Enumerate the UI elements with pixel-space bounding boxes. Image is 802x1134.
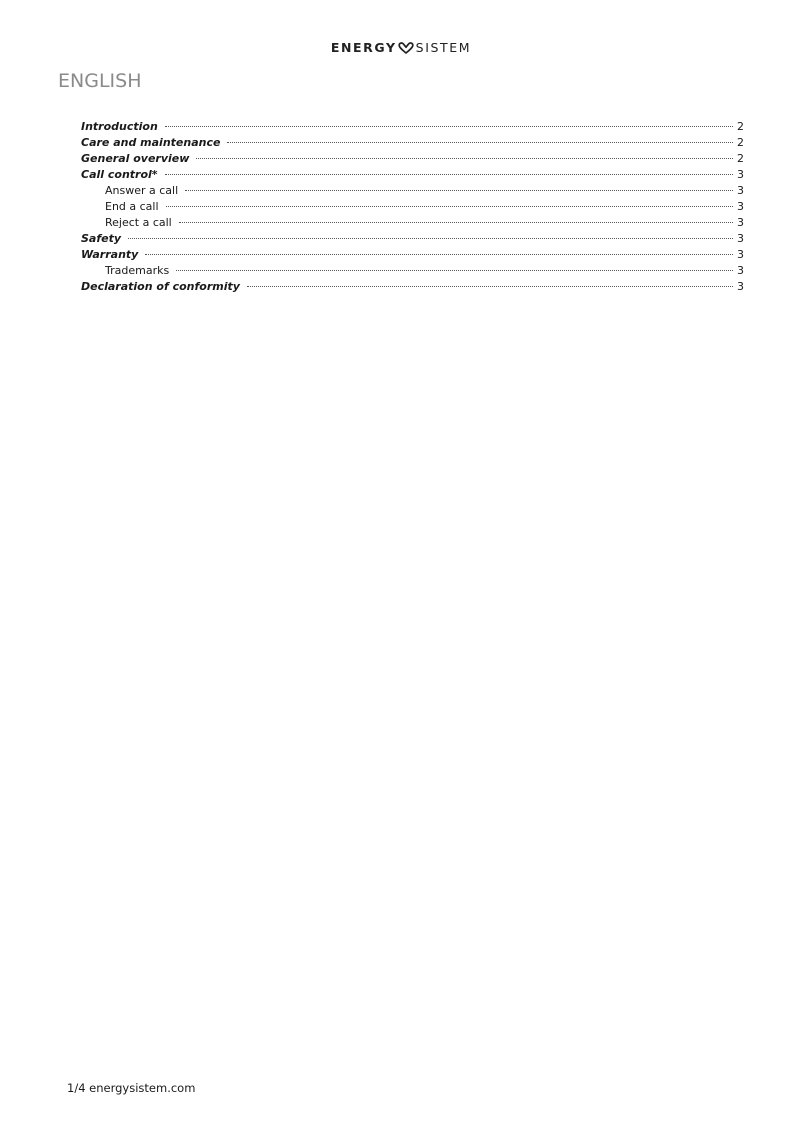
toc-entry-introduction[interactable] (81, 119, 744, 135)
heart-check-icon (398, 42, 414, 54)
toc-entry-trademarks[interactable] (81, 263, 744, 279)
toc-dot-leader (166, 206, 733, 207)
logo-text-energy: ENERGY (330, 40, 397, 55)
toc-dot-leader (165, 174, 733, 175)
toc-entry-title: Introduction (81, 120, 158, 133)
toc-dot-leader (128, 238, 733, 239)
toc-entry-page: 2 (737, 152, 744, 165)
toc-entry-title: Reject a call (105, 216, 172, 229)
toc-entry-page: 3 (737, 200, 744, 213)
toc-dot-leader (185, 190, 733, 191)
toc-entry-care-and-maintenance[interactable] (81, 135, 744, 151)
toc-entry-general-overview[interactable] (81, 151, 744, 167)
toc-dot-leader (145, 254, 733, 255)
toc-dot-leader (165, 126, 733, 127)
language-heading: ENGLISH (58, 70, 142, 92)
toc-dot-leader (179, 222, 733, 223)
toc-entry-title: Declaration of conformity (81, 280, 240, 293)
toc-entry-reject-a-call[interactable] (81, 215, 744, 231)
toc-entry-title: End a call (105, 200, 159, 213)
toc-entry-title: Warranty (81, 248, 139, 261)
toc-entry-page: 3 (737, 248, 744, 261)
toc-entry-safety[interactable] (81, 231, 744, 247)
toc-entry-end-a-call[interactable] (81, 199, 744, 215)
toc-entry-title: Safety (81, 232, 122, 245)
toc-entry-title: General overview (81, 152, 190, 165)
toc-entry-declaration-of-conformity[interactable] (81, 279, 744, 295)
toc-entry-title: Call control* (81, 168, 158, 181)
toc-entry-page: 3 (737, 168, 744, 181)
toc-entry-answer-a-call[interactable] (81, 183, 744, 199)
toc-entry-page: 3 (737, 264, 744, 277)
toc-entry-page: 3 (737, 232, 744, 245)
logo-text-sistem: SISTEM (415, 40, 472, 55)
toc-dot-leader (176, 270, 733, 271)
table-of-contents (81, 119, 744, 295)
toc-entry-title: Trademarks (105, 264, 170, 277)
website-link[interactable]: energysistem.com (89, 1081, 196, 1095)
toc-dot-leader (227, 142, 733, 143)
page-number: 1/4 (67, 1081, 86, 1095)
toc-entry-warranty[interactable] (81, 247, 744, 263)
toc-entry-title: Answer a call (105, 184, 179, 197)
toc-entry-page: 2 (737, 136, 744, 149)
toc-entry-page: 2 (737, 120, 744, 133)
brand-logo (0, 40, 802, 55)
toc-entry-page: 3 (737, 216, 744, 229)
toc-dot-leader (247, 286, 733, 287)
toc-entry-page: 3 (737, 184, 744, 197)
toc-entry-title: Care and maintenance (81, 136, 221, 149)
toc-dot-leader (196, 158, 733, 159)
toc-entry-page: 3 (737, 280, 744, 293)
toc-entry-call-control[interactable] (81, 167, 744, 183)
page-footer (67, 1081, 195, 1095)
